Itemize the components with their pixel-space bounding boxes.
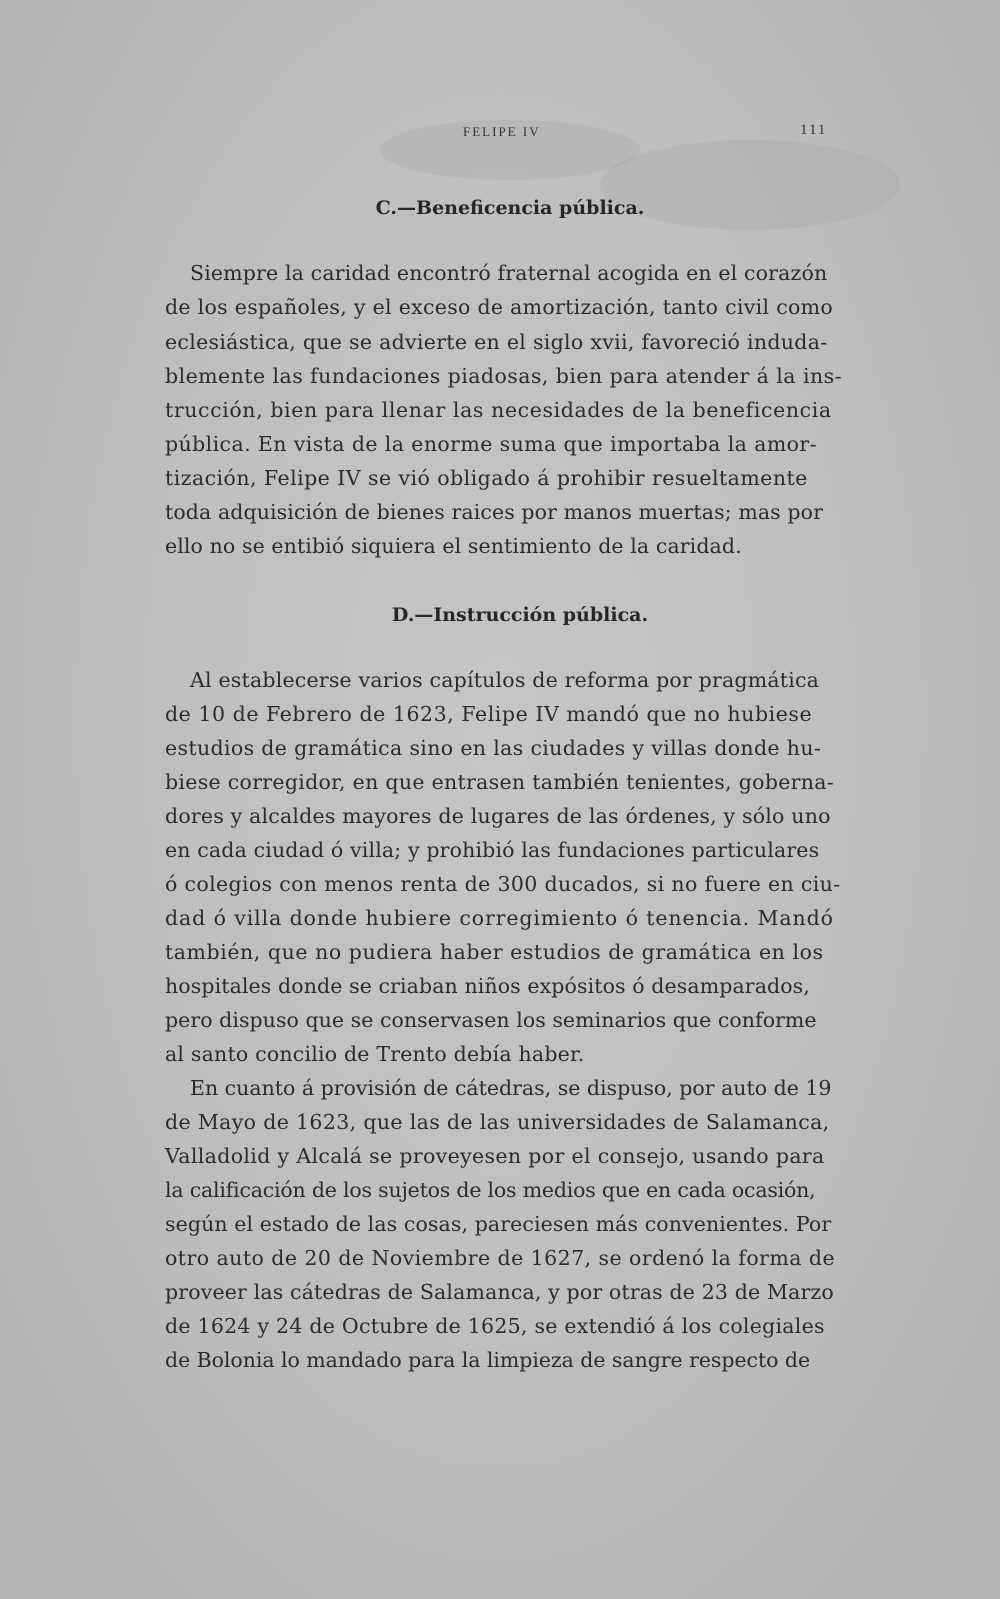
- text-line: eclesiástica, que se advierte en el siglo xvii, favoreció induda-: [165, 330, 828, 354]
- text-line: ó colegios con menos renta de 300 ducados, si no fuere en ciu-: [165, 872, 841, 896]
- text-line: trucción, bien para llenar las necesidades de la beneficencia: [165, 398, 832, 422]
- text-line: al santo concilio de Trento debía haber.: [165, 1042, 585, 1066]
- text-line: pero dispuso que se conservasen los seminarios que conforme: [165, 1008, 817, 1032]
- section-heading-instruccion: D.—Instrucción pública.: [391, 604, 649, 626]
- text-line: blemente las fundaciones piadosas, bien para atender á la ins-: [165, 364, 842, 388]
- text-line: de Mayo de 1623, que las de las universidades de Salamanca,: [165, 1110, 830, 1134]
- running-title: FELIPE IV: [463, 124, 541, 139]
- text-line: en cada ciudad ó villa; y prohibió las fundaciones particulares: [165, 838, 820, 862]
- text-line: otro auto de 20 de Noviembre de 1627, se ordenó la forma de: [165, 1246, 836, 1270]
- text-line: de Bolonia lo mandado para la limpieza de sangre respecto de: [165, 1348, 811, 1372]
- text-line: toda adquisición de bienes raices por manos muertas; mas por: [165, 500, 823, 524]
- text-line: Siempre la caridad encontró fraternal acogida en el corazón: [190, 261, 828, 285]
- text-line: dores y alcaldes mayores de lugares de las órdenes, y sólo uno: [165, 804, 831, 828]
- text-line: de los españoles, y el exceso de amortización, tanto civil como: [165, 295, 833, 319]
- text-line: Valladolid y Alcalá se proveyesen por el consejo, usando para: [165, 1144, 825, 1168]
- text-line: según el estado de las cosas, pareciesen más convenientes. Por: [165, 1212, 832, 1236]
- text-line: hospitales donde se criaban niños expósitos ó desamparados,: [165, 974, 810, 998]
- text-line: Al establecerse varios capítulos de reforma por pragmática: [190, 668, 820, 692]
- page-number: 111: [800, 122, 828, 138]
- text-line: dad ó villa donde hubiere corregimiento ó tenencia. Mandó: [165, 906, 834, 930]
- section-heading-beneficencia: C.—Beneficencia pública.: [375, 197, 645, 219]
- text-line: estudios de gramática sino en las ciudades y villas donde hu-: [165, 736, 822, 760]
- text-line: proveer las cátedras de Salamanca, y por otras de 23 de Marzo: [165, 1280, 834, 1304]
- text-line: biese corregidor, en que entrasen también tenientes, goberna-: [165, 770, 835, 794]
- text-line: tización, Felipe IV se vió obligado á prohibir resueltamente: [165, 466, 808, 490]
- text-line: la calificación de los sujetos de los medios que en cada ocasión,: [165, 1178, 816, 1202]
- text-line: de 10 de Febrero de 1623, Felipe IV mandó que no hubiese: [165, 702, 813, 726]
- text-line: En cuanto á provisión de cátedras, se dispuso, por auto de 19: [190, 1076, 832, 1100]
- text-line: ello no se entibió siquiera el sentimiento de la caridad.: [165, 534, 742, 558]
- text-line: también, que no pudiera haber estudios de gramática en los: [165, 940, 824, 964]
- text-line: pública. En vista de la enorme suma que importaba la amor-: [165, 432, 817, 456]
- text-line: de 1624 y 24 de Octubre de 1625, se extendió á los colegiales: [165, 1314, 825, 1338]
